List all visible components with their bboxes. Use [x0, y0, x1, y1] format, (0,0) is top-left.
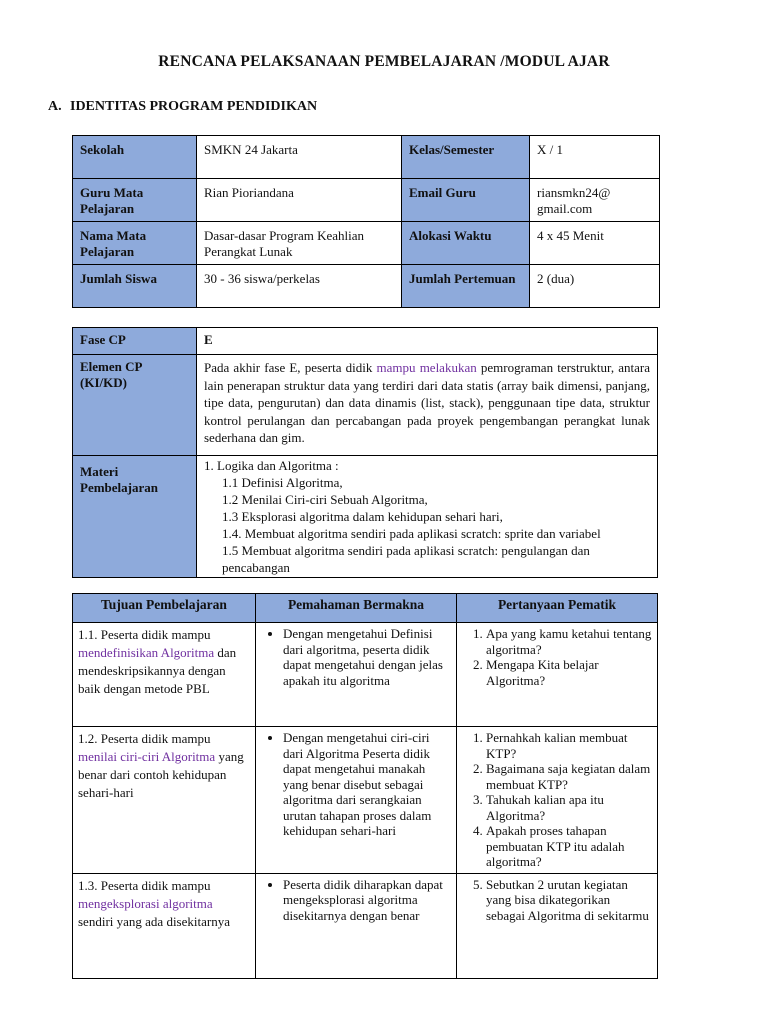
- identity-label: Jumlah Siswa: [73, 265, 197, 308]
- identity-label: Sekolah: [73, 136, 197, 179]
- column-header: Pemahaman Bermakna: [256, 594, 457, 623]
- fase-value: E: [197, 328, 658, 355]
- questions-cell: [457, 727, 658, 874]
- understanding-cell: [256, 623, 457, 727]
- identity-label: Jumlah Pertemuan: [402, 265, 530, 308]
- materi-main: 1. Logika dan Algoritma :: [204, 457, 339, 473]
- goal-cell: [73, 873, 256, 978]
- identity-label: Guru Mata Pelajaran: [73, 179, 197, 222]
- elemen-text-highlight: mampu melakukan: [376, 360, 477, 375]
- identity-value: Dasar-dasar Program Keahlian Perangkat Lunak: [197, 222, 402, 265]
- document-title: RENCANA PELAKSANAAN PEMBELAJARAN /MODUL AJAR: [158, 53, 610, 70]
- question-item: 2. Mengapa Kita belajar Algoritma?: [486, 657, 652, 688]
- identity-value: SMKN 24 Jakarta: [197, 136, 402, 179]
- tujuan-header-row: [73, 594, 658, 623]
- identity-label: Nama Mata Pelajaran: [73, 222, 197, 265]
- identity-row: [73, 265, 660, 308]
- identity-label: Kelas/Semester: [402, 136, 530, 179]
- materi-label: Materi Pembelajaran: [73, 455, 197, 577]
- elemen-text: [197, 355, 658, 456]
- materi-content: [197, 455, 658, 577]
- understanding-list: [261, 877, 451, 924]
- table-row: [73, 873, 658, 978]
- question-item: 4. Apakah proses tahapan pembuatan KTP itu adalah algoritma?: [486, 823, 652, 870]
- goal-text: 1.3. Peserta didik mampu: [78, 877, 211, 893]
- materi-item: 1.3 Eksplorasi algoritma dalam kehidupan sehari hari,: [222, 508, 503, 524]
- identity-row: [73, 222, 660, 265]
- identity-label: Email Guru: [402, 179, 530, 222]
- question-item: 1. Pernahkah kalian membuat KTP?: [486, 730, 652, 761]
- identity-row: [73, 136, 660, 179]
- question-item: 2. Bagaimana saja kegiatan dalam membuat KTP?: [486, 761, 652, 792]
- elemen-text-pre: Pada akhir fase E, peserta didik: [204, 360, 377, 375]
- understanding-cell: [256, 727, 457, 874]
- materi-item: 1.2 Menilai Ciri-ciri Sebuah Algoritma,: [222, 491, 428, 507]
- cp-table: [72, 327, 658, 578]
- fase-row: [73, 328, 658, 355]
- identity-row: [73, 179, 660, 222]
- column-header: Tujuan Pembelajaran: [73, 594, 256, 623]
- section-heading: [48, 99, 317, 115]
- identity-value: Rian Pioriandana: [197, 179, 402, 222]
- goal-text: 1.1. Peserta didik mampu: [78, 627, 211, 642]
- goal-highlight: mendefinisikan Algoritma: [78, 645, 215, 660]
- goal-highlight: menilai ciri-ciri Algoritma: [78, 749, 216, 764]
- questions-list: [462, 877, 652, 924]
- identity-value: riansmkn24@ gmail.com: [530, 179, 660, 222]
- materi-list: [204, 457, 650, 576]
- goal-text: dan mendeskripsikannya dengan baik dengan metode PBL: [78, 645, 237, 696]
- understanding-cell: [256, 873, 457, 978]
- understanding-list: [261, 626, 451, 688]
- questions-cell: [457, 623, 658, 727]
- elemen-text-post: pemrograman terstruktur, antara lain penerapan struktur data yang terdiri dari data statis (array baik dimensi, panjang, tipe data, pengurutan) dan data dinamis (list, stack), penggunaan tipe data, struktur kontrol perulangan dan percabangan pada proyek pengembangan perangkat lunak sederhana dan gim.: [204, 360, 651, 445]
- identity-table: [72, 135, 660, 308]
- question-item: 5. Sebutkan 2 urutan kegiatan yang bisa dikategorikan sebagai Algoritma di sekitarmu: [486, 877, 652, 924]
- identity-value: 2 (dua): [530, 265, 660, 308]
- questions-list: [462, 730, 652, 870]
- section-letter: A.: [48, 99, 62, 114]
- section-heading-text: IDENTITAS PROGRAM PENDIDIKAN: [70, 99, 318, 114]
- identity-value: 4 x 45 Menit: [530, 222, 660, 265]
- table-row: [73, 727, 658, 874]
- identity-value: 30 - 36 siswa/perkelas: [197, 265, 402, 308]
- materi-item: 1.5 Membuat algoritma sendiri pada aplikasi scratch: pengulangan dan pencabangan: [222, 542, 590, 575]
- elemen-row: [73, 355, 658, 456]
- identity-label: Alokasi Waktu: [402, 222, 530, 265]
- understanding-item: • Dengan mengetahui Definisi dari algoritma, peserta didik dapat mengetahui dengan jelas apakah itu algoritma: [283, 626, 451, 688]
- goal-cell: [73, 623, 256, 727]
- materi-item: 1.1 Definisi Algoritma,: [222, 474, 343, 490]
- goal-text: yang benar dari contoh kehidupan sehari-hari: [78, 749, 244, 800]
- materi-item: 1.4. Membuat algoritma sendiri pada aplikasi scratch: sprite dan variabel: [222, 525, 601, 541]
- column-header: Pertanyaan Pematik: [457, 594, 658, 623]
- materi-row: [73, 455, 658, 577]
- identity-value: X / 1: [530, 136, 660, 179]
- goal-cell: [73, 727, 256, 874]
- questions-cell: [457, 873, 658, 978]
- goal-text: sendiri yang ada disekitarnya: [78, 913, 230, 929]
- understanding-item: • Peserta didik diharapkan dapat mengeksplorasi algoritma disekitarnya dengan benar: [283, 877, 451, 924]
- understanding-list: [261, 730, 451, 839]
- elemen-label: Elemen CP (KI/KD): [73, 355, 197, 456]
- question-item: 3. Tahukah kalian apa itu Algoritma?: [486, 792, 652, 823]
- tujuan-table: [72, 593, 658, 979]
- question-item: 1. Apa yang kamu ketahui tentang algoritma?: [486, 626, 652, 657]
- table-row: [73, 623, 658, 727]
- fase-label: Fase CP: [73, 328, 197, 355]
- understanding-item: • Dengan mengetahui ciri-ciri dari Algoritma Peserta didik dapat mengetahui manakah yang benar disebut sebagai algoritma dari serangkaian urutan tahapan proses dalam kehidupan sehari-hari: [283, 730, 451, 839]
- questions-list: [462, 626, 652, 688]
- goal-highlight: mengeksplorasi algoritma: [78, 895, 213, 911]
- goal-text: 1.2. Peserta didik mampu: [78, 731, 211, 746]
